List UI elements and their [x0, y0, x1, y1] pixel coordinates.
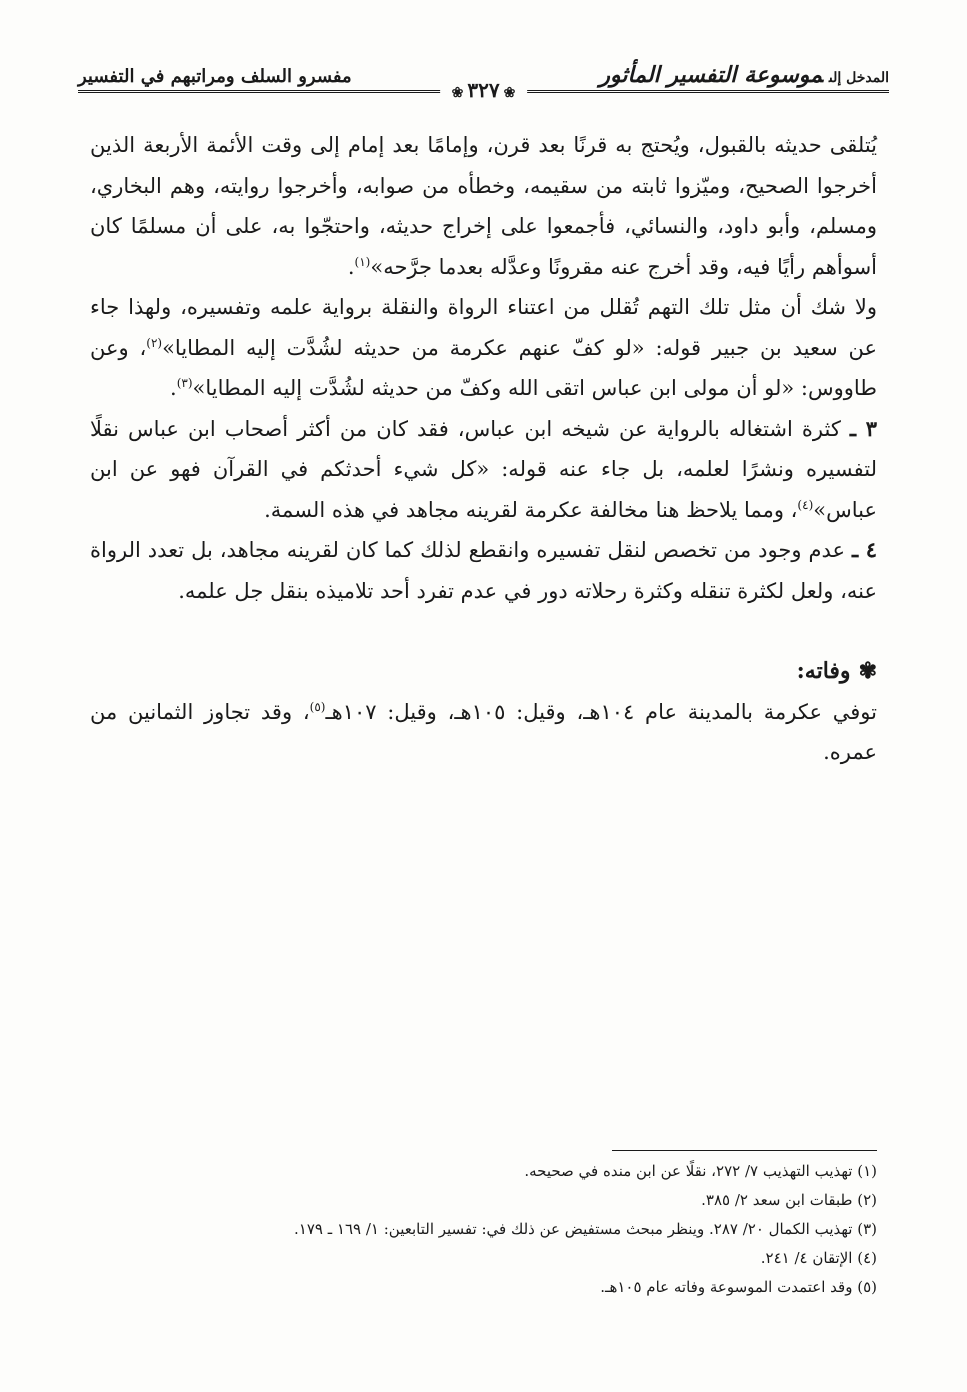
paragraph-text: ، وقد تجاوز الثمانين من عمره. — [90, 699, 877, 764]
main-text — [90, 125, 877, 773]
footnote-ref: (٣) — [176, 376, 193, 390]
paragraph-end: . — [347, 254, 355, 279]
chapter-title: مفسرو السلف ومراتبهم في التفسير — [78, 66, 352, 87]
book-title-main: موسوعة التفسير المأثور — [599, 62, 823, 88]
page-number — [440, 78, 528, 102]
item-number: ٣ ـ — [849, 415, 877, 441]
paragraph-text: يُتلقى حديثه بالقبول، ويُحتج به قرنًا بعد قرن، وإمامًا بعد إمام إلى وقت الأئمة الأربعة الذين أخرجوا الصحيح، وميّزوا ثابته من سقيمه، وخطأه من صوابه، وأخرجوا روايته، وهم البخاري، ومسلم، وأبو داود، والنسائي، فأجمعوا على إخراج حديثه، واحتجّوا به، على أن مسلمًا كان أسوأهم رأيًا فيه، وقد أخرج عنه مقرونًا وعدَّله بعدما جرَّحه» — [90, 133, 877, 279]
paragraph — [90, 287, 877, 409]
footnote-ref: (٤) — [797, 497, 814, 512]
list-item — [90, 409, 877, 531]
list-item — [90, 530, 877, 611]
book-title — [599, 62, 889, 88]
paragraph-text: ولا شك أن مثل تلك التهم تُقلل من اعتناء الرواة والنقلة برواية علمه وتفسيره، ولهذا جاء عن سعيد بن جبير قوله: «لو كفّ عنهم عكرمة من حديثه لشُدَّت إليه المطايا» — [90, 295, 877, 360]
paragraph-text: توفي عكرمة بالمدينة عام ١٠٤هـ، وقيل: ١٠٥هـ، وقيل: ١٠٧هـ — [325, 699, 877, 724]
section-heading — [90, 651, 877, 692]
footnote: (٢) طبقات ابن سعد ٢/ ٣٨٥. — [701, 1191, 877, 1209]
footnote: (١) تهذيب التهذيب ٧/ ٢٧٢، نقلًا عن ابن منده في صحيحه. — [524, 1162, 877, 1180]
item-number: ٤ ـ — [851, 537, 877, 562]
paragraph — [90, 692, 877, 773]
footnote: (٤) الإتقان ٤/ ٢٤١. — [760, 1249, 877, 1267]
paragraph — [90, 125, 877, 287]
page-number-value: ٣٢٧ — [467, 78, 500, 102]
footnote-separator — [612, 1150, 877, 1151]
ornament-icon: ❀ — [503, 85, 516, 101]
footnote-ref: (٥) — [309, 699, 326, 714]
paragraph-end: . — [170, 376, 177, 400]
flower-icon: ✾ — [858, 658, 877, 684]
paragraph-text: عدم وجود من تخصص لنقل تفسيره وانقطع لذلك كما كان لقرينه مجاهد، بل تعدد الرواة عنه، ولعل لكثرة تنقله وكثرة رحلاته دور في عدم تفرد أحد تلاميذه بنقل جل علمه. — [90, 538, 877, 603]
book-title-prefix: المدخل إلى — [828, 70, 889, 86]
footnote-ref: (٢) — [146, 335, 163, 350]
footnote: (٣) تهذيب الكمال ٢٠/ ٢٨٧. وينظر مبحث مستفيض عن ذلك في: تفسير التابعين: ١/ ١٦٩ ـ ١٧٩. — [294, 1220, 877, 1238]
ornament-icon: ❀ — [451, 85, 464, 101]
paragraph-text: ، وعن طاووس: «لو أن مولى ابن عباس اتقى الله وكفّ من حديثه لشُدَّت إليه المطايا» — [90, 335, 877, 400]
paragraph-text: ، ومما يلاحظ هنا مخالفة عكرمة لقرينه مجاهد في هذه السمة. — [264, 497, 798, 522]
section-heading-text: وفاته: — [796, 658, 851, 684]
footnotes — [90, 1150, 877, 1302]
footnote-ref: (١) — [354, 254, 371, 269]
running-header — [78, 60, 889, 100]
paragraph-text: كثرة اشتغاله بالرواية عن شيخه ابن عباس، فقد كان من أكثر أصحاب ابن عباس نقلًا لتفسيره ونشرًا لعلمه، بل جاء عنه قوله: «كل شيء أحدثكم في القرآن فهو عن ابن عباس» — [90, 416, 877, 522]
footnote: (٥) وقد اعتمدت الموسوعة وفاته عام ١٠٥هـ. — [600, 1278, 877, 1296]
